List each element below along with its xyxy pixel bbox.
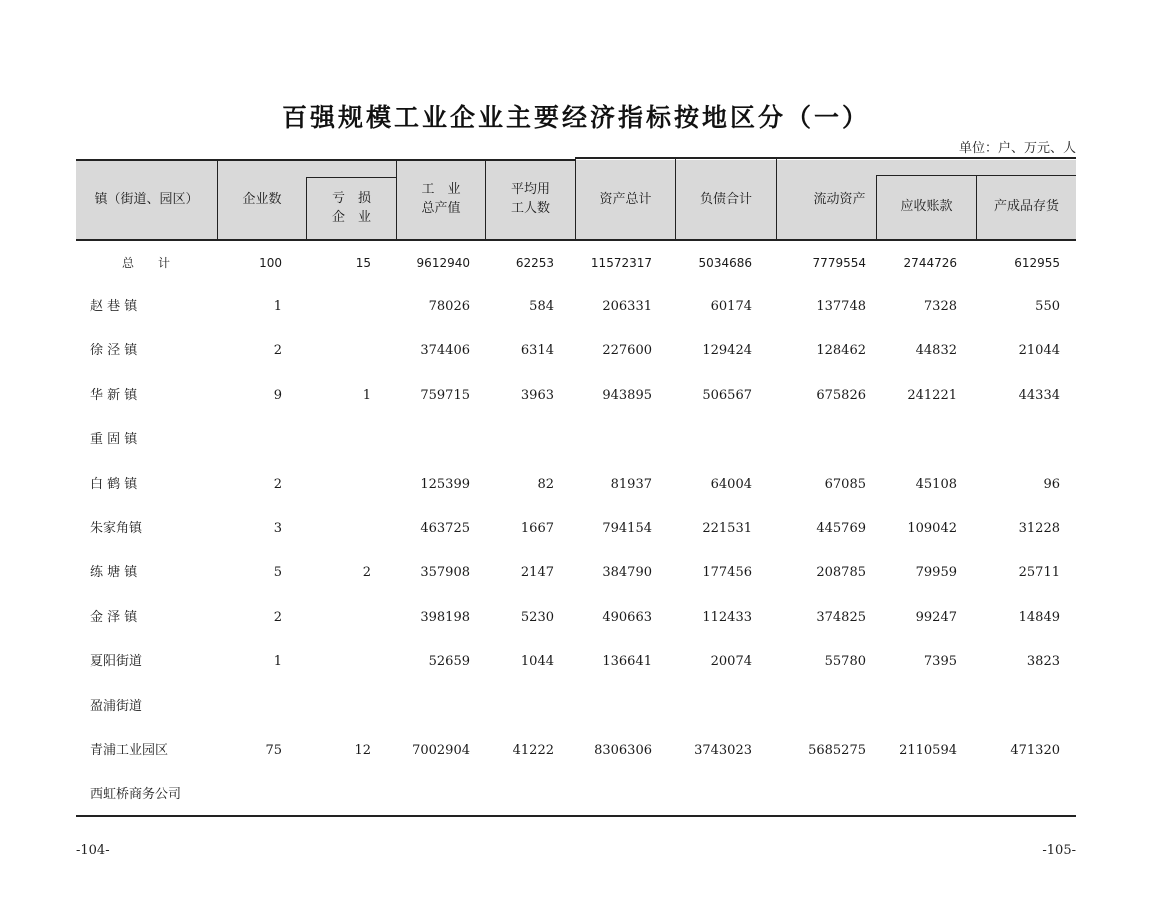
- cell-inventory: 3823: [1026, 654, 1060, 670]
- cell-liabilities: [656, 780, 752, 810]
- cell-current-assets: 5685275: [808, 743, 866, 758]
- cell-inventory: [966, 780, 1060, 810]
- cell-liabilities: 177456: [702, 565, 752, 581]
- cell-liabilities: 20074: [710, 654, 752, 670]
- table-bottom-border: [76, 815, 1076, 817]
- cell-workers: 3963: [520, 387, 554, 403]
- cell-region-name: 金 泽 镇: [90, 609, 138, 625]
- cell-assets: 8306306: [594, 743, 652, 758]
- cell-loss: [307, 603, 371, 633]
- cell-liabilities: 112433: [702, 609, 752, 625]
- cell-receivables: 2110594: [899, 743, 957, 758]
- cell-workers: 1044: [520, 654, 554, 670]
- header-receivables: 应收账款: [900, 199, 953, 215]
- header-inventory: 产成品存货: [993, 199, 1059, 215]
- cell-current-assets: 137748: [816, 299, 866, 314]
- cell-output: 9612940: [416, 256, 470, 270]
- table-row-total: [76, 248, 1076, 278]
- cell-workers: 584: [529, 299, 554, 314]
- cell-region-name: 朱家角镇: [90, 521, 143, 536]
- cell-enterprises: 5: [273, 565, 282, 581]
- cell-current-assets: 445769: [816, 521, 866, 536]
- cell-assets: 490663: [602, 609, 652, 625]
- cell-output: [386, 780, 470, 810]
- cell-region-name: 青浦工业园区: [90, 743, 169, 758]
- cell-current-assets: [756, 780, 866, 810]
- cell-receivables: 45108: [915, 476, 957, 492]
- cell-current-assets: [756, 692, 866, 722]
- cell-enterprises: 2: [273, 343, 282, 359]
- table-row: [76, 780, 1076, 810]
- cell-current-assets: 675826: [816, 387, 866, 403]
- table-row: [76, 736, 1076, 766]
- table-row: [76, 603, 1076, 633]
- cell-liabilities: 3743023: [694, 743, 752, 758]
- table-row: [76, 558, 1076, 588]
- cell-inventory: 14849: [1018, 609, 1060, 625]
- cell-workers: 2147: [520, 565, 554, 581]
- cell-current-assets: 128462: [816, 343, 866, 359]
- header-loss-enterprises: 亏 损 企 业: [331, 190, 371, 225]
- cell-enterprises: 3: [273, 521, 282, 536]
- header-industrial-output: 工 业 总产值: [421, 182, 461, 216]
- cell-assets: 943895: [602, 387, 652, 403]
- header-region: 镇（街道、园区）: [94, 191, 199, 207]
- cell-loss: [307, 647, 371, 677]
- cell-liabilities: 129424: [702, 343, 752, 359]
- cell-output: 7002904: [412, 743, 470, 758]
- cell-liabilities: [656, 692, 752, 722]
- total-label: 总 计: [122, 256, 171, 270]
- cell-output: 52659: [428, 654, 470, 670]
- cell-current-assets: 208785: [816, 565, 866, 581]
- cell-loss: 15: [355, 256, 371, 270]
- cell-liabilities: 64004: [710, 476, 752, 492]
- cell-workers: 82: [537, 476, 554, 492]
- cell-region-name: 练 塘 镇: [90, 565, 138, 581]
- cell-assets: [556, 692, 652, 722]
- cell-assets: 206331: [602, 299, 652, 314]
- cell-loss: 12: [354, 743, 371, 758]
- cell-assets: 227600: [602, 343, 652, 359]
- cell-receivables: [866, 425, 957, 455]
- cell-receivables: 79959: [915, 565, 957, 581]
- cell-inventory: 471320: [1010, 743, 1060, 758]
- cell-output: 78026: [428, 299, 470, 314]
- cell-liabilities: 5034686: [698, 256, 752, 270]
- table-row: [76, 647, 1076, 677]
- cell-region-name: 西虹桥商务公司: [90, 787, 182, 803]
- cell-assets: [556, 425, 652, 455]
- cell-current-assets: 374825: [816, 609, 866, 625]
- table-row: [76, 425, 1076, 455]
- header-bottom-border: [76, 239, 1076, 241]
- cell-receivables: 109042: [907, 521, 957, 536]
- cell-region-name: 白 鹤 镇: [90, 476, 138, 492]
- cell-liabilities: 221531: [702, 521, 752, 536]
- cell-assets: 11572317: [590, 256, 652, 270]
- cell-inventory: 31228: [1018, 521, 1060, 536]
- cell-loss: [307, 514, 371, 544]
- cell-loss: [307, 292, 371, 322]
- cell-assets: 794154: [602, 521, 652, 536]
- table-row: [76, 470, 1076, 500]
- cell-receivables: 7328: [923, 299, 957, 314]
- cell-output: [386, 692, 470, 722]
- cell-receivables: 44832: [915, 343, 957, 359]
- table-row: [76, 514, 1076, 544]
- cell-loss: 2: [362, 565, 371, 581]
- cell-enterprises: 100: [259, 256, 282, 270]
- cell-current-assets: 67085: [824, 476, 866, 492]
- cell-inventory: 612955: [1014, 256, 1060, 270]
- cell-current-assets: 55780: [824, 654, 866, 670]
- cell-assets: 384790: [602, 565, 652, 581]
- cell-enterprises: 1: [273, 654, 282, 670]
- cell-liabilities: 506567: [702, 387, 752, 403]
- cell-inventory: 550: [1035, 299, 1060, 314]
- cell-workers: 41222: [512, 743, 554, 758]
- table-row: [76, 381, 1076, 411]
- cell-output: 759715: [420, 387, 470, 403]
- header-total-assets: 资产总计: [599, 191, 652, 207]
- cell-output: 125399: [420, 476, 470, 492]
- header-enterprises: 企业数: [242, 191, 282, 207]
- cell-workers: [476, 780, 554, 810]
- cell-liabilities: [656, 425, 752, 455]
- cell-enterprises: [218, 425, 282, 455]
- cell-liabilities: 60174: [710, 299, 752, 314]
- cell-receivables: 241221: [907, 387, 957, 403]
- cell-output: 398198: [420, 609, 470, 625]
- cell-region-name: 盈浦街道: [90, 698, 143, 714]
- cell-workers: [476, 425, 554, 455]
- cell-inventory: 25711: [1018, 565, 1060, 581]
- cell-assets: [556, 780, 652, 810]
- cell-assets: 81937: [610, 476, 652, 492]
- page-number-right: -105-: [1042, 843, 1076, 858]
- cell-current-assets: [756, 425, 866, 455]
- cell-inventory: 44334: [1018, 387, 1060, 403]
- header-current-assets: 流动资产: [813, 191, 866, 207]
- cell-output: 463725: [420, 521, 470, 536]
- cell-output: 374406: [420, 343, 470, 359]
- cell-receivables: 99247: [915, 609, 957, 625]
- cell-output: [386, 425, 470, 455]
- cell-receivables: [866, 780, 957, 810]
- table-row: [76, 692, 1076, 722]
- cell-inventory: [966, 425, 1060, 455]
- cell-enterprises: 75: [265, 743, 282, 758]
- cell-loss: 1: [362, 387, 371, 403]
- cell-workers: 6314: [520, 343, 554, 359]
- cell-region-name: 夏阳街道: [90, 654, 143, 670]
- cell-enterprises: 2: [273, 609, 282, 625]
- unit-label: 单位：户、万元、人: [958, 141, 1076, 156]
- cell-inventory: 21044: [1018, 343, 1060, 359]
- cell-region-name: 华 新 镇: [90, 387, 138, 403]
- table-row: [76, 292, 1076, 322]
- cell-receivables: [866, 692, 957, 722]
- page-title: 百强规模工业企业主要经济指标按地区分（一）: [281, 103, 870, 132]
- cell-loss: [307, 336, 371, 366]
- cell-workers: 1667: [520, 521, 554, 536]
- cell-current-assets: 7779554: [812, 256, 866, 270]
- cell-loss: [307, 470, 371, 500]
- cell-workers: 5230: [520, 609, 554, 625]
- cell-workers: 62253: [515, 256, 554, 270]
- page-number-left: -104-: [76, 843, 110, 858]
- cell-enterprises: [218, 780, 282, 810]
- cell-assets: 136641: [602, 654, 652, 670]
- cell-inventory: 96: [1043, 476, 1060, 492]
- cell-output: 357908: [420, 565, 470, 581]
- cell-region-name: 重 固 镇: [90, 432, 138, 448]
- cell-loss: [307, 692, 371, 722]
- cell-loss: [307, 425, 371, 455]
- table-row: [76, 336, 1076, 366]
- cell-region-name: 赵 巷 镇: [90, 299, 138, 314]
- header-avg-workers: 平均用 工人数: [510, 182, 550, 216]
- cell-receivables: 2744726: [903, 256, 957, 270]
- cell-region-name: 徐 泾 镇: [90, 343, 138, 359]
- cell-enterprises: 1: [273, 299, 282, 314]
- cell-enterprises: [218, 692, 282, 722]
- cell-enterprises: 9: [273, 387, 282, 403]
- top-border-right: [575, 157, 1076, 159]
- cell-enterprises: 2: [273, 476, 282, 492]
- header-total-liabilities: 负债合计: [699, 191, 752, 207]
- cell-inventory: [966, 692, 1060, 722]
- cell-loss: [307, 780, 371, 810]
- cell-receivables: 7395: [923, 654, 957, 670]
- cell-workers: [476, 692, 554, 722]
